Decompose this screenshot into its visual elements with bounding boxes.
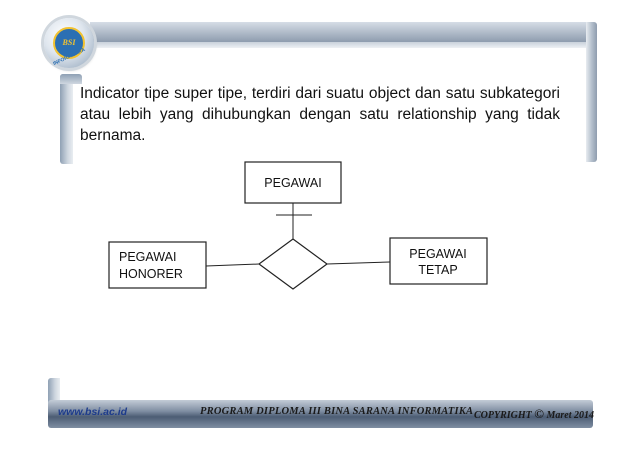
footer-program-title: PROGRAM DIPLOMA III BINA SARANA INFORMATIKA [200,406,474,417]
entity-pegawai-honorer [109,242,206,288]
right-connector [327,262,390,264]
entity-label-line1: PEGAWAI [409,247,467,261]
entity-box [109,242,206,288]
entity-label-line1: PEGAWAI [119,250,177,264]
entity-label-line2: TETAP [418,263,458,277]
logo-ring-text: INFORMATIKA [52,46,87,68]
copyright-date: Maret 2014 [546,410,594,421]
footer-url: www.bsi.ac.id [58,406,128,418]
left-connector [206,264,259,266]
copyright-prefix: COPYRIGHT [474,410,532,421]
slide-body-text: Indicator tipe super tipe, terdiri dari suatu object dan satu subkategori atau lebih yang dihubungkan dengan satu relationship yang tidak bernama. [80,85,560,144]
entity-box [390,238,487,284]
entity-pegawai [245,162,341,203]
entity-label-line2: HONORER [119,267,183,281]
footer-copyright [474,406,594,422]
relationship-diamond [259,239,327,289]
copyright-icon: © [534,406,544,421]
entity-pegawai-tetap [390,238,487,284]
entity-label: PEGAWAI [264,176,322,190]
logo-text: BSI [62,38,76,47]
